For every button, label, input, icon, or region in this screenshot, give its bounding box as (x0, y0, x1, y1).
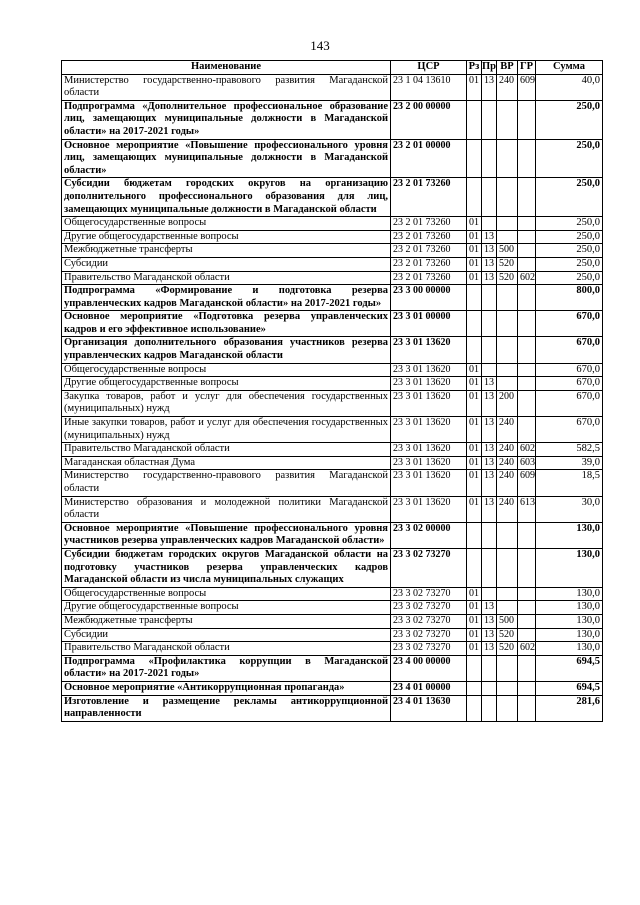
row-csr: 23 3 02 00000 (391, 522, 467, 548)
row-name: Иные закупки товаров, работ и услуг для обеспечения государственных (муниципальных) нужд (62, 417, 391, 443)
table-body (62, 74, 603, 721)
row-gr (518, 139, 536, 178)
row-sum: 694,5 (536, 681, 603, 695)
row-csr: 23 2 01 73260 (391, 244, 467, 258)
row-pr: 13 (482, 443, 497, 457)
row-rz: 01 (467, 496, 482, 522)
row-name: Субсидии бюджетам городских округов на организацию дополнительного профессионального образования для лиц, замещающих муниципальные должности в Магаданской области (62, 178, 391, 217)
table-row (62, 390, 603, 416)
row-vr (497, 548, 518, 587)
table-row (62, 100, 603, 139)
row-vr (497, 655, 518, 681)
row-csr: 23 2 01 00000 (391, 139, 467, 178)
table-row (62, 443, 603, 457)
row-pr (482, 178, 497, 217)
row-csr: 23 3 02 73270 (391, 628, 467, 642)
row-gr (518, 100, 536, 139)
row-vr: 240 (497, 417, 518, 443)
row-vr: 240 (497, 456, 518, 470)
row-vr (497, 337, 518, 363)
row-name: Основное мероприятие «Подготовка резерва управленческих кадров и его эффективное использование» (62, 311, 391, 337)
row-vr: 500 (497, 614, 518, 628)
row-vr: 520 (497, 271, 518, 285)
row-csr: 23 3 01 13620 (391, 456, 467, 470)
row-rz: 01 (467, 244, 482, 258)
row-name: Правительство Магаданской области (62, 642, 391, 656)
row-csr: 23 3 01 13620 (391, 496, 467, 522)
row-vr (497, 587, 518, 601)
row-rz: 01 (467, 417, 482, 443)
row-rz (467, 522, 482, 548)
row-csr: 23 2 01 73260 (391, 178, 467, 217)
row-gr (518, 655, 536, 681)
row-pr (482, 139, 497, 178)
row-vr (497, 217, 518, 231)
row-csr: 23 3 02 73270 (391, 642, 467, 656)
row-vr: 240 (497, 470, 518, 496)
row-vr: 500 (497, 244, 518, 258)
row-csr: 23 1 04 13610 (391, 74, 467, 100)
row-vr (497, 601, 518, 615)
row-name: Подпрограмма «Формирование и подготовка резерва управленческих кадров Магаданской области» на 2017-2021 годы» (62, 285, 391, 311)
row-sum: 130,0 (536, 587, 603, 601)
row-sum: 250,0 (536, 244, 603, 258)
row-rz: 01 (467, 587, 482, 601)
row-rz (467, 139, 482, 178)
header-name: Наименование (62, 61, 391, 75)
row-pr: 13 (482, 390, 497, 416)
row-vr (497, 311, 518, 337)
table-row (62, 470, 603, 496)
row-sum: 694,5 (536, 655, 603, 681)
row-sum: 250,0 (536, 271, 603, 285)
header-pr: Пр (482, 61, 497, 75)
row-sum: 250,0 (536, 257, 603, 271)
table-row (62, 655, 603, 681)
row-sum: 670,0 (536, 311, 603, 337)
row-name: Подпрограмма «Дополнительное профессиональное образование лиц, замещающих муниципальные должности в Магаданской области» на 2017-2021 годы» (62, 100, 391, 139)
row-sum: 582,5 (536, 443, 603, 457)
row-rz: 01 (467, 257, 482, 271)
page-number: 143 (310, 38, 330, 53)
row-name: Субсидии бюджетам городских округов Магаданской области на подготовку участников резерва управленческих кадров Магаданской области из числа муниципальных служащих (62, 548, 391, 587)
row-pr: 13 (482, 601, 497, 615)
row-gr (518, 417, 536, 443)
row-csr: 23 4 01 00000 (391, 681, 467, 695)
row-csr: 23 2 01 73260 (391, 271, 467, 285)
row-sum: 250,0 (536, 139, 603, 178)
row-vr (497, 178, 518, 217)
row-name: Организация дополнительного образования участников резерва управленческих кадров Магаданской области (62, 337, 391, 363)
row-sum: 670,0 (536, 337, 603, 363)
row-pr: 13 (482, 642, 497, 656)
row-vr: 520 (497, 628, 518, 642)
row-sum: 130,0 (536, 601, 603, 615)
table-row (62, 311, 603, 337)
row-pr: 13 (482, 74, 497, 100)
row-vr: 520 (497, 257, 518, 271)
row-csr: 23 2 01 73260 (391, 217, 467, 231)
row-csr: 23 2 01 73260 (391, 230, 467, 244)
row-pr: 13 (482, 244, 497, 258)
row-csr: 23 3 01 00000 (391, 311, 467, 337)
row-gr (518, 587, 536, 601)
row-csr: 23 3 01 13620 (391, 363, 467, 377)
row-pr: 13 (482, 377, 497, 391)
table-row (62, 522, 603, 548)
row-pr (482, 548, 497, 587)
table-row (62, 456, 603, 470)
row-gr (518, 695, 536, 721)
row-name: Закупка товаров, работ и услуг для обеспечения государственных (муниципальных) нужд (62, 390, 391, 416)
row-sum: 800,0 (536, 285, 603, 311)
row-pr (482, 217, 497, 231)
table-header-row (62, 61, 603, 75)
row-rz (467, 695, 482, 721)
row-rz: 01 (467, 230, 482, 244)
row-rz (467, 100, 482, 139)
row-sum: 250,0 (536, 217, 603, 231)
row-sum: 670,0 (536, 417, 603, 443)
table-row (62, 74, 603, 100)
row-gr (518, 178, 536, 217)
row-name: Министерство государственно-правового развития Магаданской области (62, 470, 391, 496)
row-rz: 01 (467, 628, 482, 642)
row-csr: 23 3 00 00000 (391, 285, 467, 311)
table-row (62, 377, 603, 391)
row-name: Изготовление и размещение рекламы антикоррупционной направленности (62, 695, 391, 721)
row-pr (482, 285, 497, 311)
table-row (62, 285, 603, 311)
row-gr (518, 390, 536, 416)
row-rz (467, 285, 482, 311)
row-gr (518, 217, 536, 231)
row-gr: 602 (518, 642, 536, 656)
header-gr: ГР (518, 61, 536, 75)
row-gr: 603 (518, 456, 536, 470)
row-gr (518, 285, 536, 311)
header-vr: ВР (497, 61, 518, 75)
row-csr: 23 3 02 73270 (391, 587, 467, 601)
row-gr (518, 548, 536, 587)
row-pr (482, 695, 497, 721)
row-rz (467, 681, 482, 695)
row-name: Правительство Магаданской области (62, 443, 391, 457)
row-sum: 30,0 (536, 496, 603, 522)
row-sum: 130,0 (536, 642, 603, 656)
row-name: Другие общегосударственные вопросы (62, 601, 391, 615)
row-csr: 23 4 01 13630 (391, 695, 467, 721)
table-row (62, 614, 603, 628)
row-csr: 23 3 01 13620 (391, 377, 467, 391)
row-pr: 13 (482, 257, 497, 271)
row-name: Министерство образования и молодежной политики Магаданской области (62, 496, 391, 522)
row-vr (497, 100, 518, 139)
row-csr: 23 2 00 00000 (391, 100, 467, 139)
row-sum: 130,0 (536, 522, 603, 548)
row-rz (467, 655, 482, 681)
row-pr (482, 587, 497, 601)
row-pr: 13 (482, 456, 497, 470)
row-sum: 130,0 (536, 628, 603, 642)
row-sum: 670,0 (536, 363, 603, 377)
row-pr: 13 (482, 614, 497, 628)
row-csr: 23 3 02 73270 (391, 601, 467, 615)
row-vr: 240 (497, 443, 518, 457)
row-gr (518, 244, 536, 258)
row-gr: 609 (518, 74, 536, 100)
row-gr (518, 522, 536, 548)
row-gr: 609 (518, 470, 536, 496)
row-rz (467, 337, 482, 363)
row-csr: 23 3 01 13620 (391, 417, 467, 443)
row-gr (518, 337, 536, 363)
row-name: Другие общегосударственные вопросы (62, 377, 391, 391)
row-sum: 250,0 (536, 178, 603, 217)
row-pr (482, 100, 497, 139)
row-rz: 01 (467, 456, 482, 470)
row-name: Общегосударственные вопросы (62, 217, 391, 231)
row-rz: 01 (467, 470, 482, 496)
row-csr: 23 3 02 73270 (391, 548, 467, 587)
row-vr (497, 363, 518, 377)
row-pr: 13 (482, 496, 497, 522)
row-name: Межбюджетные трансферты (62, 614, 391, 628)
row-name: Основное мероприятие «Антикоррупционная пропаганда» (62, 681, 391, 695)
row-rz: 01 (467, 390, 482, 416)
row-vr (497, 522, 518, 548)
row-csr: 23 2 01 73260 (391, 257, 467, 271)
row-rz: 01 (467, 642, 482, 656)
row-vr (497, 377, 518, 391)
table-row (62, 363, 603, 377)
row-csr: 23 3 01 13620 (391, 470, 467, 496)
row-sum: 39,0 (536, 456, 603, 470)
table-row (62, 271, 603, 285)
header-sum: Сумма (536, 61, 603, 75)
row-rz: 01 (467, 377, 482, 391)
row-gr (518, 601, 536, 615)
table-row (62, 628, 603, 642)
row-vr: 520 (497, 642, 518, 656)
table-row (62, 139, 603, 178)
row-sum: 18,5 (536, 470, 603, 496)
row-gr (518, 257, 536, 271)
row-csr: 23 3 01 13620 (391, 337, 467, 363)
row-pr (482, 311, 497, 337)
row-gr: 602 (518, 443, 536, 457)
row-name: Основное мероприятие «Повышение профессионального уровня лиц, замещающих муниципальные должности в Магаданской области» (62, 139, 391, 178)
row-rz: 01 (467, 217, 482, 231)
row-name: Основное мероприятие «Повышение профессионального уровня участников резерва управленческих кадров Магаданской области» (62, 522, 391, 548)
row-rz: 01 (467, 363, 482, 377)
row-gr (518, 614, 536, 628)
row-name: Подпрограмма «Профилактика коррупции в Магаданской области» на 2017-2021 годы» (62, 655, 391, 681)
row-pr: 13 (482, 628, 497, 642)
row-rz (467, 548, 482, 587)
row-sum: 670,0 (536, 390, 603, 416)
row-name: Правительство Магаданской области (62, 271, 391, 285)
budget-table (61, 60, 603, 722)
row-pr: 13 (482, 230, 497, 244)
table-row (62, 548, 603, 587)
row-name: Субсидии (62, 628, 391, 642)
table-row (62, 337, 603, 363)
table-row (62, 601, 603, 615)
table-row (62, 244, 603, 258)
table-row (62, 257, 603, 271)
row-pr (482, 363, 497, 377)
table-row (62, 587, 603, 601)
row-pr (482, 522, 497, 548)
row-gr (518, 230, 536, 244)
table-row (62, 217, 603, 231)
row-rz: 01 (467, 601, 482, 615)
row-rz: 01 (467, 74, 482, 100)
row-pr: 13 (482, 417, 497, 443)
row-gr (518, 311, 536, 337)
row-sum: 281,6 (536, 695, 603, 721)
row-name: Магаданская областная Дума (62, 456, 391, 470)
row-pr: 13 (482, 271, 497, 285)
row-name: Общегосударственные вопросы (62, 363, 391, 377)
row-vr (497, 681, 518, 695)
row-gr (518, 377, 536, 391)
row-gr: 613 (518, 496, 536, 522)
table-row (62, 681, 603, 695)
table-row (62, 695, 603, 721)
row-pr (482, 681, 497, 695)
row-vr (497, 695, 518, 721)
table-row (62, 417, 603, 443)
header-csr: ЦСР (391, 61, 467, 75)
row-csr: 23 4 00 00000 (391, 655, 467, 681)
row-name: Другие общегосударственные вопросы (62, 230, 391, 244)
row-rz: 01 (467, 443, 482, 457)
table-row (62, 178, 603, 217)
row-sum: 670,0 (536, 377, 603, 391)
row-csr: 23 3 02 73270 (391, 614, 467, 628)
row-gr (518, 363, 536, 377)
row-sum: 130,0 (536, 614, 603, 628)
row-gr (518, 681, 536, 695)
row-vr: 240 (497, 74, 518, 100)
row-sum: 130,0 (536, 548, 603, 587)
row-pr: 13 (482, 470, 497, 496)
row-vr: 200 (497, 390, 518, 416)
row-rz (467, 178, 482, 217)
row-vr (497, 230, 518, 244)
row-vr (497, 139, 518, 178)
row-gr: 602 (518, 271, 536, 285)
row-vr (497, 285, 518, 311)
row-csr: 23 3 01 13620 (391, 443, 467, 457)
row-vr: 240 (497, 496, 518, 522)
row-pr (482, 655, 497, 681)
row-name: Субсидии (62, 257, 391, 271)
table-row (62, 642, 603, 656)
row-sum: 40,0 (536, 74, 603, 100)
row-rz: 01 (467, 271, 482, 285)
row-rz (467, 311, 482, 337)
row-pr (482, 337, 497, 363)
row-sum: 250,0 (536, 100, 603, 139)
row-sum: 250,0 (536, 230, 603, 244)
row-name: Министерство государственно-правового развития Магаданской области (62, 74, 391, 100)
row-csr: 23 3 01 13620 (391, 390, 467, 416)
row-name: Общегосударственные вопросы (62, 587, 391, 601)
row-gr (518, 628, 536, 642)
row-rz: 01 (467, 614, 482, 628)
table-row (62, 496, 603, 522)
row-name: Межбюджетные трансферты (62, 244, 391, 258)
header-rz: Рз (467, 61, 482, 75)
table-row (62, 230, 603, 244)
